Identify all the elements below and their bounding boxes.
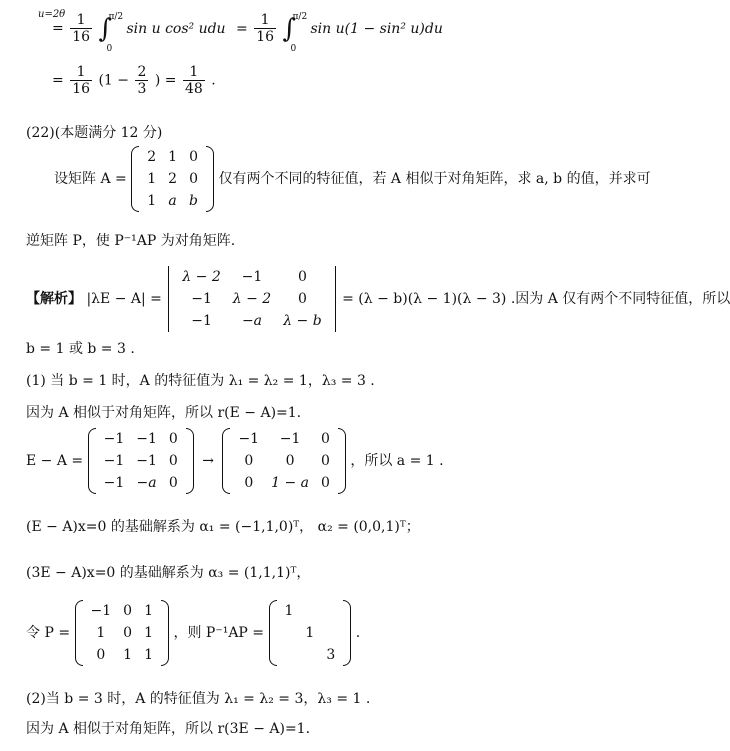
solution-det (26, 266, 730, 332)
cell: 0 (320, 475, 330, 491)
problem-statement (54, 146, 651, 212)
case1-reduction (26, 428, 444, 494)
cell: b (189, 193, 199, 209)
calc-line1 (52, 11, 443, 54)
cell: 1 (284, 603, 294, 619)
case1-result: ，所以 a = 1 . (350, 453, 444, 469)
cell: −1 (90, 603, 112, 619)
det-lhs: |λE − A| = (86, 291, 162, 307)
cell: 0 (189, 171, 198, 187)
cell: 1 (144, 603, 153, 619)
det-rhs: = (λ − b)(λ − 1)(λ − 3) .因为 A 仅有两个不同特征值，所以 (342, 291, 730, 307)
diagonal-matrix (269, 600, 352, 666)
cell: 1 (147, 193, 157, 209)
cell (279, 622, 300, 644)
fraction: $\frac{2}{3}$ (137, 64, 147, 97)
fraction: $\frac{1}{16}$ (72, 12, 91, 45)
cell: 0 (320, 453, 330, 469)
cell: 1 (147, 171, 157, 187)
basis1: (E − A)x=0 的基础解系为 α₁ = (−1,1,0)ᵀ， α₂ = (0,0,1)ᵀ； (26, 519, 420, 535)
case1-lhs: E − A = (26, 453, 84, 469)
cell: −a (136, 475, 157, 491)
basis2: (3E − A)x=0 的基础解系为 α₃ = (1,1,1)ᵀ， (26, 565, 311, 581)
cell: 0 (285, 453, 295, 469)
cell: 0 (96, 647, 106, 663)
cell (299, 644, 320, 666)
cell: 1 (123, 647, 133, 663)
cell: λ − 2 (232, 291, 272, 307)
cell: 1 (144, 625, 153, 641)
cell: 3 (326, 647, 336, 663)
intro-text: 设矩阵 A = (54, 171, 127, 187)
cell: 0 (297, 269, 307, 285)
fraction: $\frac{1}{16}$ (72, 64, 91, 97)
cell: −1 (279, 431, 301, 447)
calc-line2 (52, 64, 216, 97)
condition-text: 仅有两个不同的特征值，若 A 相似于对角矩阵，求 a, b 的值，并求可 (218, 171, 651, 187)
case1-rank: 因为 A 相似于对角矩阵，所以 r(E − A)=1. (26, 405, 302, 421)
cell: −1 (238, 431, 260, 447)
cell: 0 (244, 453, 254, 469)
cell: −a (241, 313, 263, 329)
cell: λ − 2 (182, 269, 221, 285)
cell: 0 (189, 149, 198, 165)
integrand: sin u(1 − sin² u)du (310, 20, 443, 37)
cell: 1 − a (271, 475, 309, 491)
cell: −1 (191, 313, 212, 329)
case2-title: (2)当 b = 3 时，A 的特征值为 λ₁ = λ₂ = 3，λ₃ = 1 . (26, 691, 371, 707)
integral-sign: ∫ π/2 0 (98, 11, 124, 54)
cell: 0 (168, 431, 178, 447)
cell: 0 (123, 625, 133, 641)
cell: −1 (136, 431, 157, 447)
expr-part: . (211, 72, 216, 89)
cell: 2 (168, 171, 178, 187)
cell (279, 644, 300, 666)
cell: 1 (305, 625, 315, 641)
cell: 0 (320, 431, 330, 447)
condition-text-2: 逆矩阵 P，使 P⁻¹AP 为对角矩阵. (26, 233, 236, 249)
cell: 0 (168, 475, 178, 491)
fraction: $\frac{1}{48}$ (184, 64, 203, 97)
let-P (26, 600, 360, 666)
cell: −1 (103, 431, 125, 447)
matrix-reduced (222, 428, 345, 494)
expr-part: ) = (154, 72, 177, 89)
matrix-P (75, 600, 169, 666)
cell: 1 (144, 647, 153, 663)
fraction: $\frac{1}{16}$ (256, 12, 275, 45)
cell: −1 (103, 475, 125, 491)
cell (299, 600, 320, 622)
diag-end: . (355, 625, 361, 641)
expr-part: (1 − (98, 72, 130, 89)
cell: 2 (147, 149, 157, 165)
case1-title: (1) 当 b = 1 时，A 的特征值为 λ₁ = λ₂ = 1，λ₃ = 3 . (26, 373, 375, 389)
eq-sign: = (236, 20, 248, 37)
problem-header: (22)(本题满分 12 分) (26, 125, 163, 141)
cell: 1 (168, 149, 178, 165)
cell: −1 (103, 453, 125, 469)
cell: 0 (244, 475, 254, 491)
cell: −1 (241, 269, 263, 285)
cell: 0 (297, 291, 307, 307)
solution-label: 【解析】 (26, 291, 82, 307)
eq-sign: = (52, 20, 64, 37)
let-P-label: 令 P = (26, 625, 71, 641)
cell: 1 (96, 625, 106, 641)
cell: 0 (123, 603, 133, 619)
cell: λ − b (283, 313, 322, 329)
cell (320, 600, 341, 622)
cell: a (168, 193, 177, 209)
integral-sign: ∫ π/2 0 (282, 11, 308, 54)
det-matrix (166, 266, 337, 332)
integrand: sin u cos² udu (126, 20, 226, 37)
matrix-A (131, 146, 214, 212)
then-text: ，则 P⁻¹AP = (173, 625, 265, 641)
case2-rank: 因为 A 相似于对角矩阵，所以 r(3E − A)=1. (26, 721, 311, 737)
cell (320, 622, 341, 644)
calc-sub-note: u=2θ (38, 9, 66, 20)
cell: −1 (191, 291, 212, 307)
cell: −1 (136, 453, 157, 469)
conclusion: b = 1 或 b = 3 . (26, 341, 135, 357)
matrix-E-minus-A (88, 428, 194, 494)
cell: 0 (168, 453, 178, 469)
eq-sign: = (52, 72, 64, 89)
arrow-icon: → (202, 453, 214, 469)
